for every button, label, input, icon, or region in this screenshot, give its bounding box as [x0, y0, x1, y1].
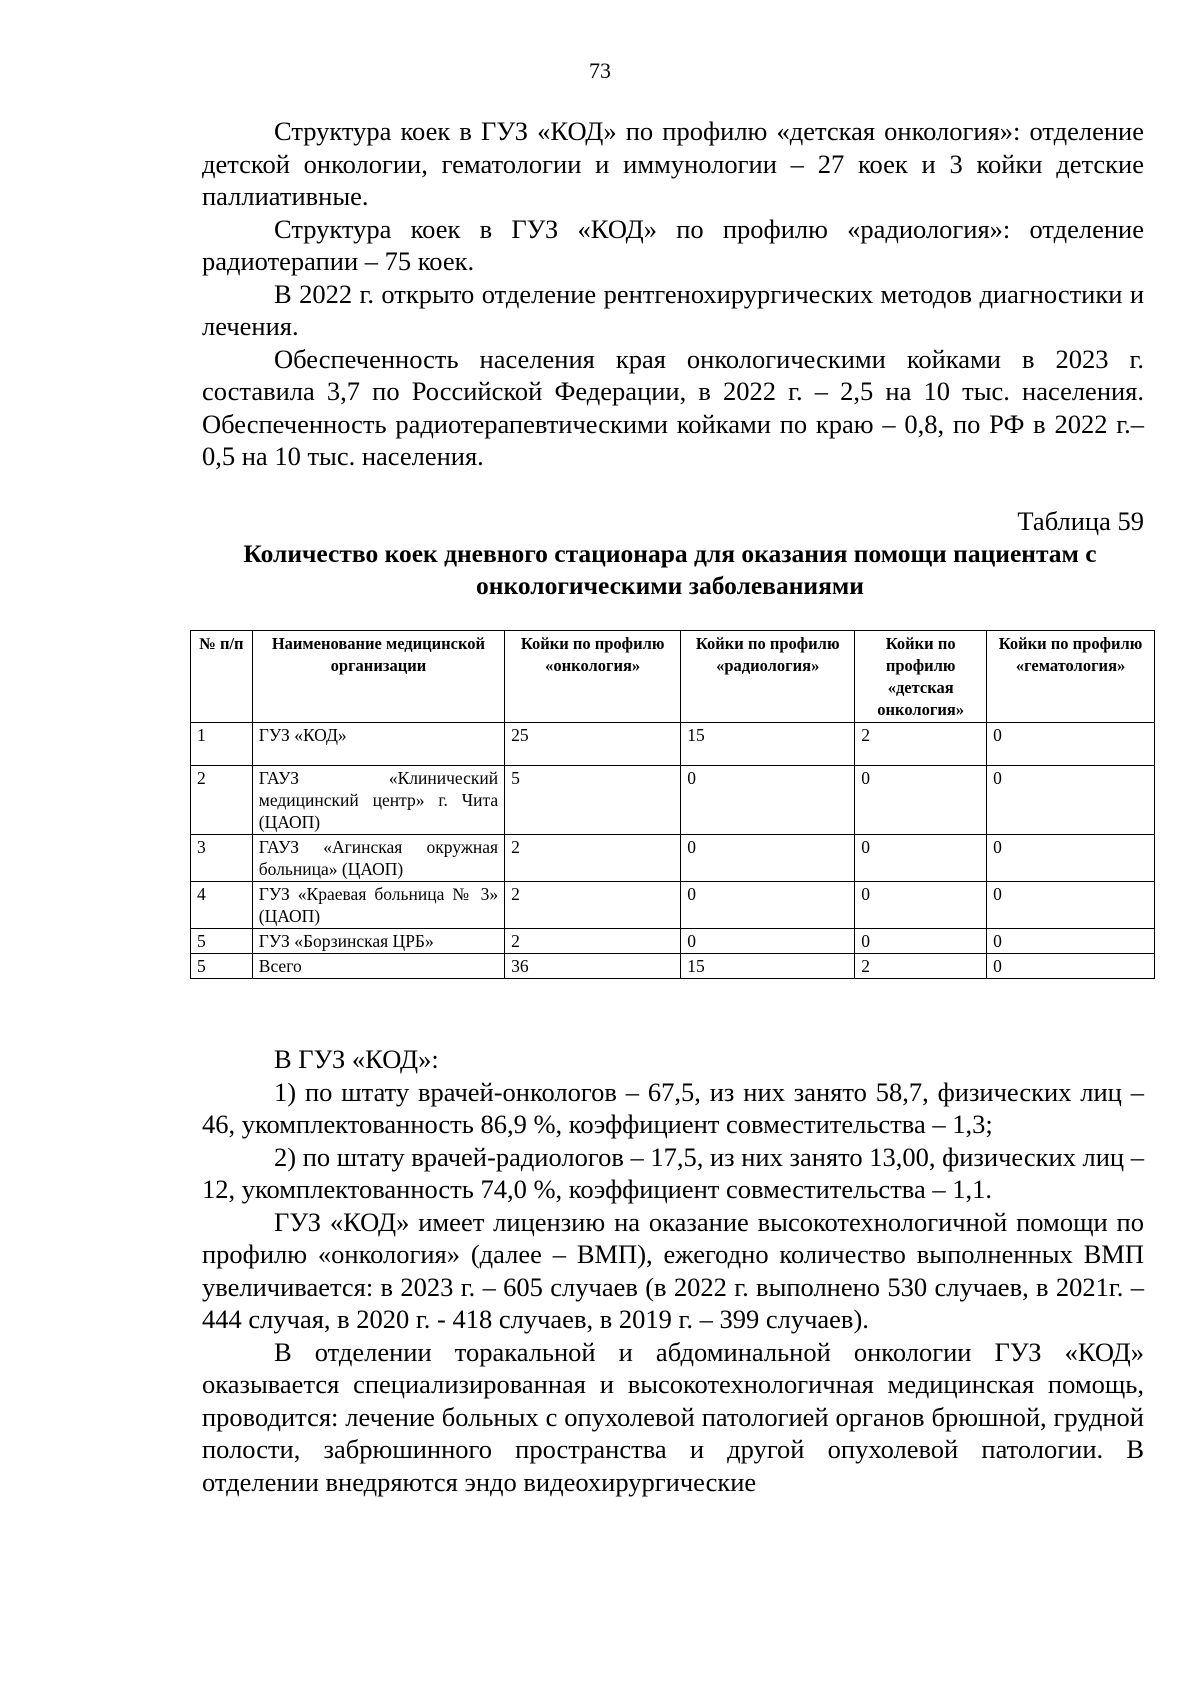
cell-num: 5 [191, 929, 253, 954]
paragraph: ГУЗ «КОД» имеет лицензию на оказание высокотехнологичной помощи по профилю «онкология» (далее – ВМП), ежегодно количество выполненных ВМП увеличивается: в 2023 г. – 605 случаев (в 2022 г. выполнено 530 случаев, в 2021г. – 444 случая, в 2020 г. - 418 случаев, в 2019 г. – 399 случаев). [202, 1206, 1144, 1334]
table-total-row [191, 954, 1155, 979]
cell-org: ГУЗ «КОД» [252, 723, 504, 766]
cell-radiology: 0 [681, 766, 855, 835]
paragraph: Обеспеченность населения края онкологическими койками в 2023 г. составила 3,7 по Российской Федерации, в 2022 г. – 2,5 на 10 тыс. населения. Обеспеченность радиотерапевтическими койками по краю – 0,8, по РФ в 2022 г.– 0,5 на 10 тыс. населения. [202, 343, 1144, 471]
paragraph: В ГУЗ «КОД»: [274, 1044, 439, 1074]
header-radiology: Койки по профилю «радиология» [681, 631, 855, 723]
cell-num: 2 [191, 766, 253, 835]
cell-radiology: 15 [681, 954, 855, 979]
cell-num: 5 [191, 954, 253, 979]
cell-pediatric: 0 [855, 929, 987, 954]
cell-oncology: 2 [505, 835, 681, 882]
table-row [191, 723, 1155, 766]
cell-radiology: 15 [681, 723, 855, 766]
paragraph: 2) по штату врачей-радиологов – 17,5, из них занято 13,00, физических лиц – 12, укомплектованность 74,0 %, коэффициент совместительства – 1,1. [202, 1141, 1144, 1204]
cell-pediatric: 0 [855, 882, 987, 929]
cell-hematology: 0 [987, 954, 1155, 979]
table-row [191, 929, 1155, 954]
cell-hematology: 0 [987, 882, 1155, 929]
header-hematology: Койки по профилю «гематология» [987, 631, 1155, 723]
table-header-row [191, 631, 1155, 723]
cell-num: 3 [191, 835, 253, 882]
cell-hematology: 0 [987, 723, 1155, 766]
header-oncology: Койки по профилю «онкология» [505, 631, 681, 723]
header-org: Наименование медицинской организации [252, 631, 504, 723]
paragraph: Структура коек в ГУЗ «КОД» по профилю «детская онкология»: отделение детской онкологии, гематологии и иммунологии – 27 коек и 3 койки детские паллиативные. [202, 116, 1144, 211]
beds-table [190, 630, 1155, 979]
cell-pediatric: 2 [855, 723, 987, 766]
cell-oncology: 2 [505, 882, 681, 929]
cell-hematology: 0 [987, 835, 1155, 882]
intro-text [202, 115, 1144, 473]
cell-num: 4 [191, 882, 253, 929]
page-number: 73 [589, 58, 611, 83]
cell-org: ГУЗ «Борзинская ЦРБ» [252, 929, 504, 954]
cell-pediatric: 0 [855, 766, 987, 835]
cell-oncology: 2 [505, 929, 681, 954]
header-num: № п/п [191, 631, 253, 723]
cell-pediatric: 0 [855, 835, 987, 882]
cell-num: 1 [191, 723, 253, 766]
cell-radiology: 0 [681, 835, 855, 882]
cell-radiology: 0 [681, 882, 855, 929]
table-row [191, 835, 1155, 882]
cell-oncology: 36 [505, 954, 681, 979]
cell-hematology: 0 [987, 766, 1155, 835]
table-row [191, 882, 1155, 929]
cell-org: ГАУЗ «Клинический медицинский центр» г. Чита (ЦАОП) [252, 766, 504, 835]
paragraph: 1) по штату врачей-онкологов – 67,5, из них занято 58,7, физических лиц – 46, укомплектованность 86,9 %, коэффициент совместительства – 1,3; [202, 1076, 1144, 1139]
cell-hematology: 0 [987, 929, 1155, 954]
table-label: Таблица 59 [1017, 506, 1144, 536]
table-title: Количество коек дневного стационара для оказания помощи пациентам с онкологическими заболеваниями [243, 539, 1097, 600]
paragraph: В отделении торакальной и абдоминальной онкологии ГУЗ «КОД» оказывается специализированная и высокотехнологичная медицинская помощь, проводится: лечение больных с опухолевой патологией органов брюшной, грудной полости, забрюшинного пространства и другой опухолевой патологии. В отделении внедряются эндо видеохирургические [202, 1336, 1144, 1497]
cell-radiology: 0 [681, 929, 855, 954]
cell-oncology: 5 [505, 766, 681, 835]
cell-org: ГУЗ «Краевая больница № 3» (ЦАОП) [252, 882, 504, 929]
body-text [202, 1043, 1144, 1498]
cell-org: Всего [252, 954, 504, 979]
cell-pediatric: 2 [855, 954, 987, 979]
cell-org: ГАУЗ «Агинская окружная больница» (ЦАОП) [252, 835, 504, 882]
paragraph: Структура коек в ГУЗ «КОД» по профилю «радиология»: отделение радиотерапии – 75 коек. [202, 213, 1144, 276]
table-row [191, 766, 1155, 835]
cell-oncology: 25 [505, 723, 681, 766]
paragraph: В 2022 г. открыто отделение рентгенохирургических методов диагностики и лечения. [202, 278, 1144, 341]
header-pediatric: Койки по профилю «детская онкология» [855, 631, 987, 723]
